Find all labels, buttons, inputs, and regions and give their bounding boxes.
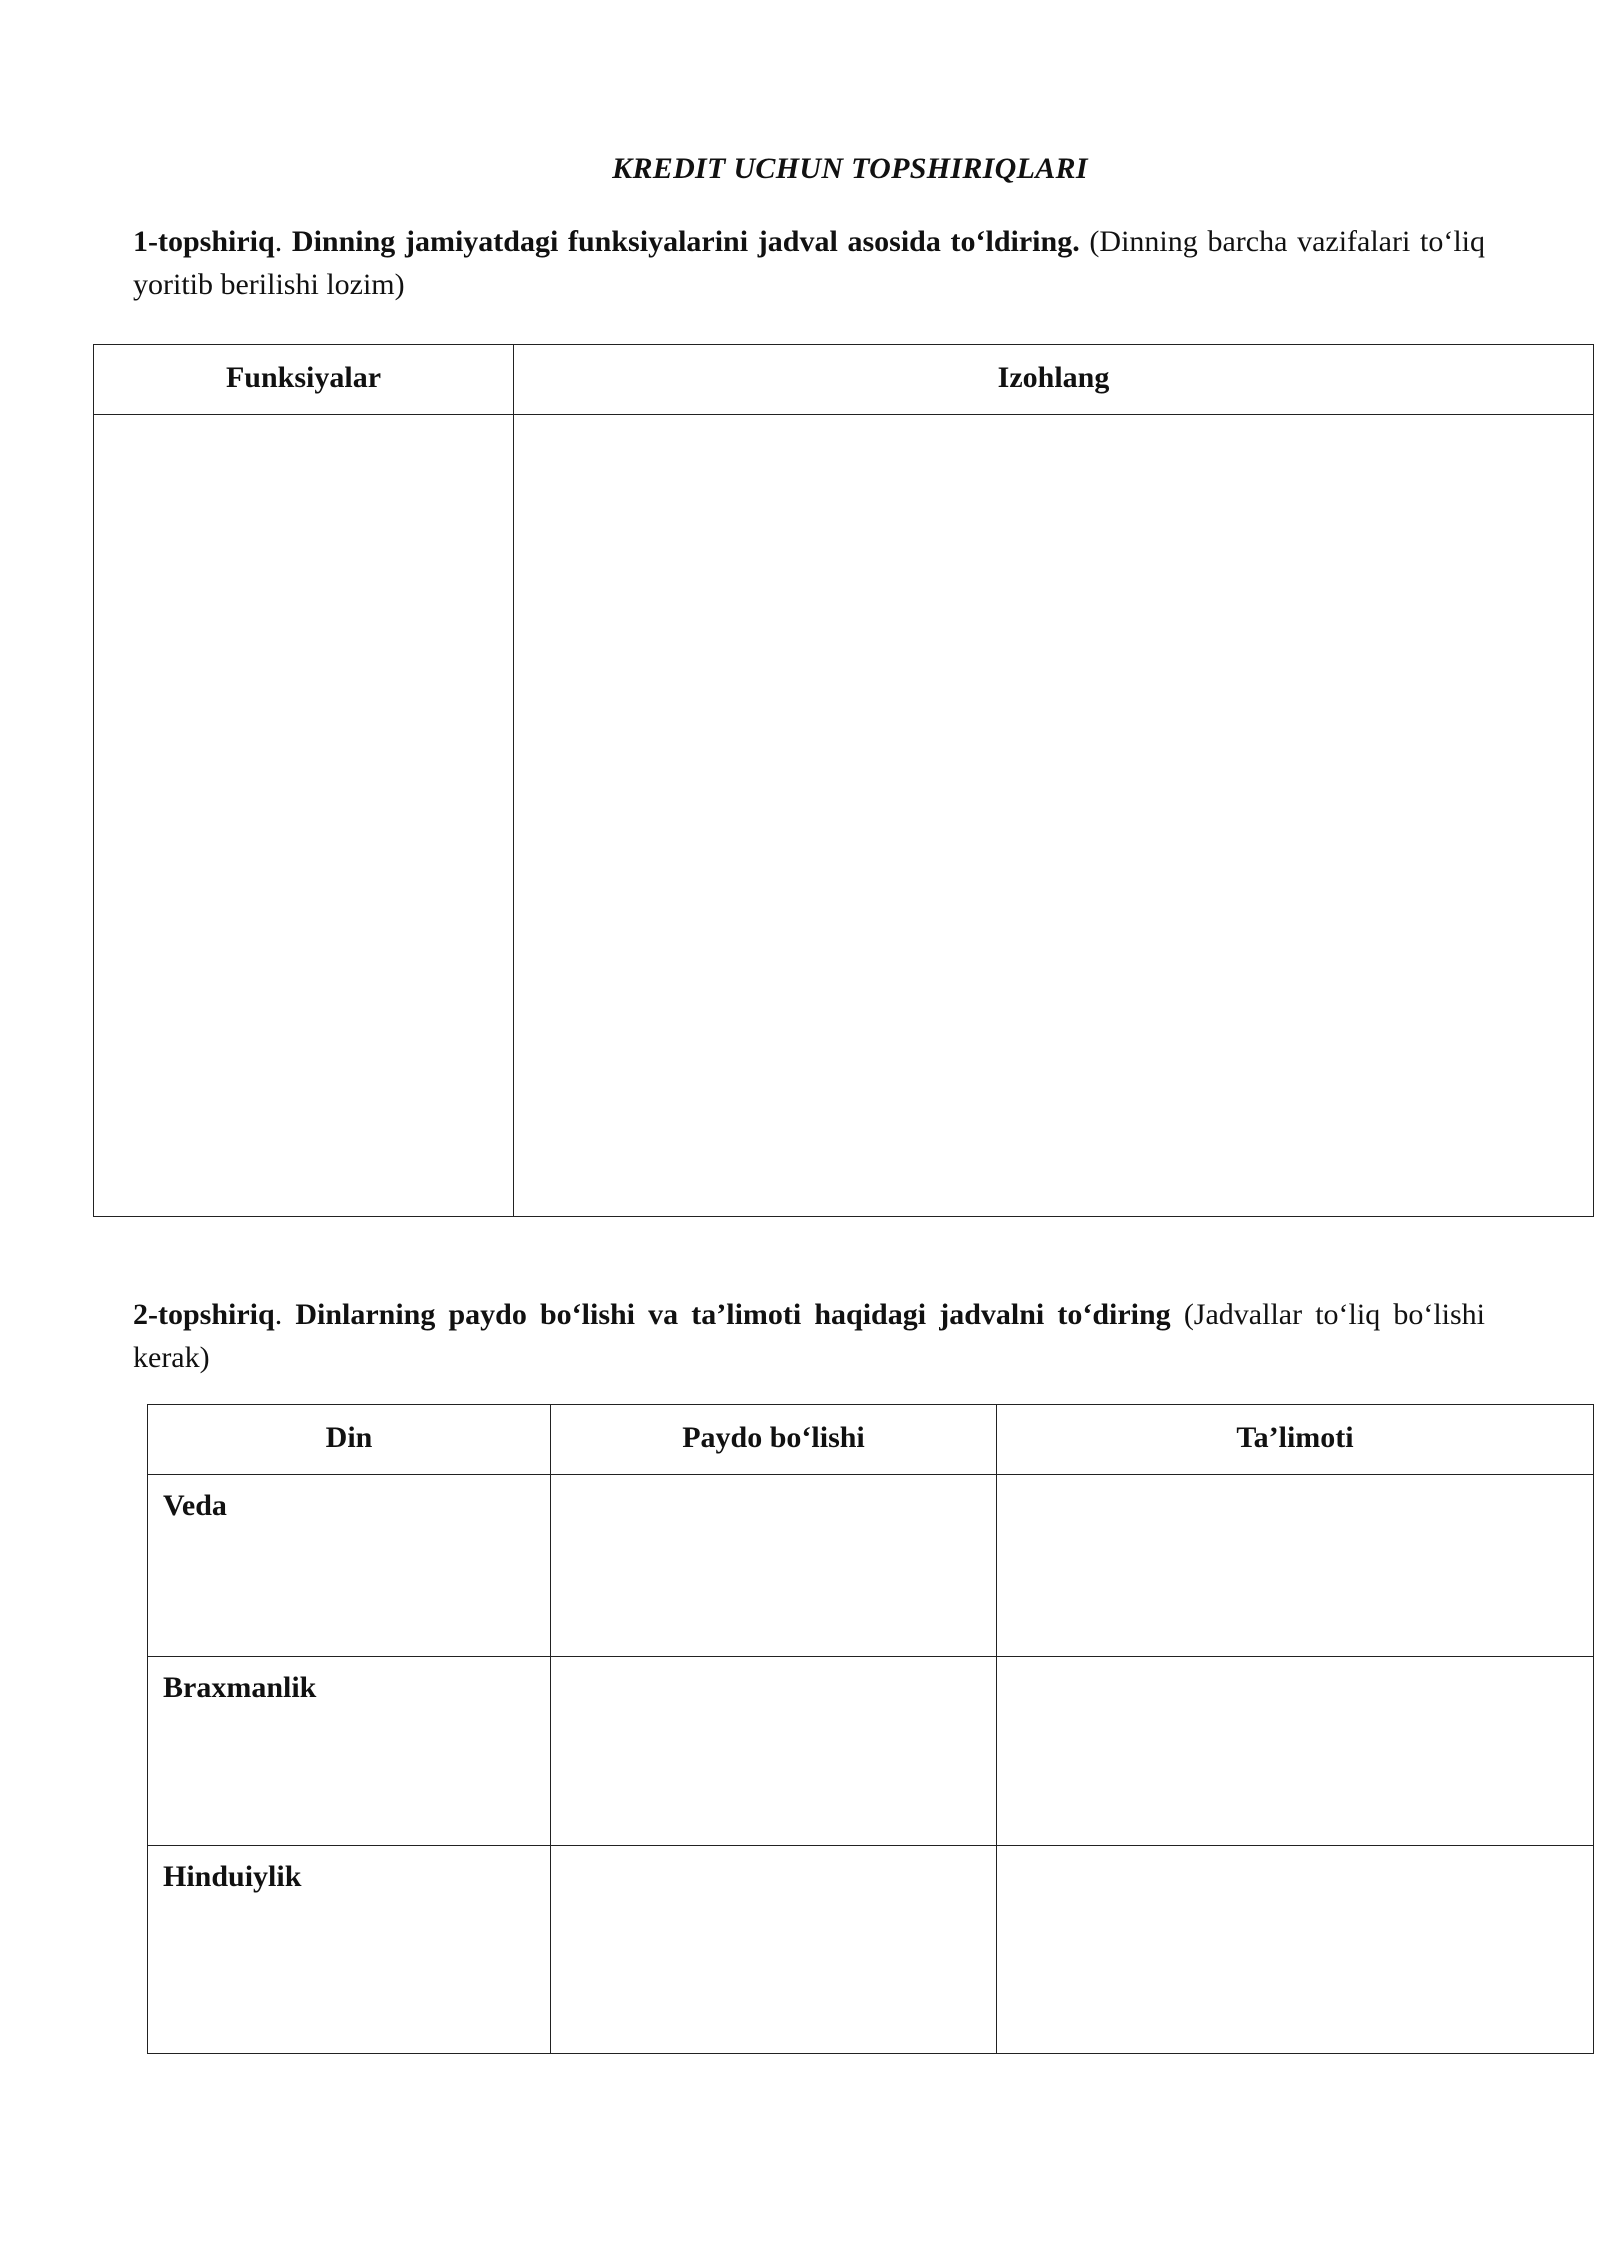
header-funksiyalar: Funksiyalar [94, 345, 514, 415]
task-2-paragraph [133, 1293, 1485, 1379]
origin-cell[interactable] [551, 1657, 997, 1846]
task-2-separator: . [274, 1298, 283, 1331]
row-label-braxmanlik: Braxmanlik [148, 1657, 551, 1846]
table-header-row [94, 345, 1594, 415]
task-1-separator: . [274, 225, 283, 258]
origin-cell[interactable] [551, 1846, 997, 2054]
table-header-row [148, 1405, 1594, 1475]
header-paydo-bolishi: Paydo bo‘lishi [551, 1405, 997, 1475]
table-row [148, 1846, 1594, 2054]
table-row [94, 415, 1594, 1217]
teaching-cell[interactable] [997, 1846, 1594, 2054]
header-din: Din [148, 1405, 551, 1475]
origin-cell[interactable] [551, 1475, 997, 1657]
task-2-note: (Jadvallar to‘liq bo‘lishi kerak) [133, 1298, 1485, 1374]
table-row [148, 1475, 1594, 1657]
explanation-cell[interactable] [514, 415, 1594, 1217]
task-1-instruction: Dinning jamiyatdagi funksiyalarini jadval asosida to‘ldiring. [291, 225, 1080, 258]
task-1-number: 1-topshiriq [133, 225, 275, 258]
header-talimoti: Ta’limoti [997, 1405, 1594, 1475]
functions-table [93, 344, 1594, 1217]
teaching-cell[interactable] [997, 1475, 1594, 1657]
page-title: KREDIT UCHUN TOPSHIRIQLARI [612, 152, 1088, 185]
row-label-hinduiylik: Hinduiylik [148, 1846, 551, 2054]
religions-table [147, 1404, 1594, 2054]
task-2-number: 2-topshiriq [133, 1298, 275, 1331]
functions-cell[interactable] [94, 415, 514, 1217]
task-2-instruction: Dinlarning paydo bo‘lishi va ta’limoti haqidagi jadvalni to‘diring [295, 1298, 1171, 1331]
table-row [148, 1657, 1594, 1846]
task-1-paragraph [133, 220, 1485, 306]
task-1-note: (Dinning barcha vazifalari to‘liq yoritib berilishi lozim) [133, 225, 1486, 301]
row-label-veda: Veda [148, 1475, 551, 1657]
teaching-cell[interactable] [997, 1657, 1594, 1846]
header-izohlang: Izohlang [514, 345, 1594, 415]
